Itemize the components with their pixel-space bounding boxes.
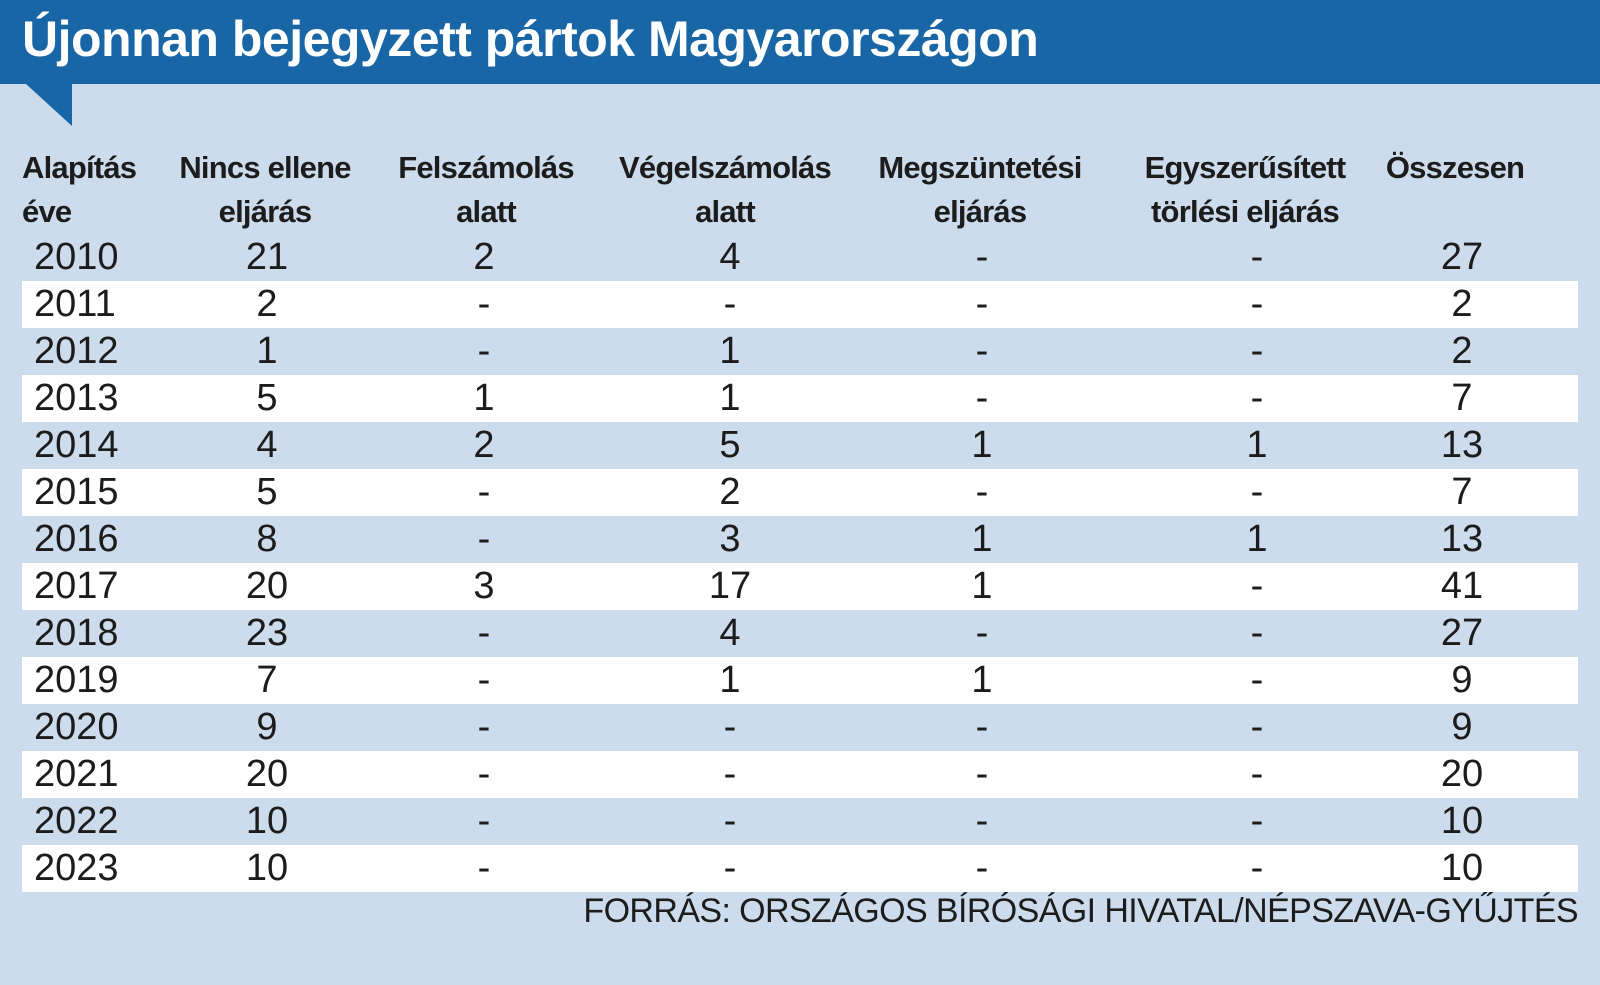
column-header-line: eljárás (933, 194, 1027, 229)
table-cell-winding_up: - (723, 847, 737, 889)
table-cell-total: 27 (1440, 612, 1484, 654)
table-row (22, 657, 1578, 704)
table-cell-termination: - (975, 330, 989, 372)
table-cell-liquidation: - (477, 659, 491, 701)
table-cell-no_proc: 5 (256, 377, 278, 419)
table-cell-total: 9 (1451, 659, 1473, 701)
table-cell-termination: - (975, 847, 989, 889)
table-cell-year: 2010 (34, 236, 119, 278)
table-row (22, 704, 1578, 751)
table-cell-winding_up: - (723, 753, 737, 795)
chart-title: Újonnan bejegyzett pártok Magyarországon (22, 11, 1039, 67)
table-cell-year: 2020 (34, 706, 119, 748)
table-cell-year: 2011 (34, 283, 116, 325)
table-cell-liquidation: - (477, 612, 491, 654)
table-cell-simplified: 1 (1246, 518, 1268, 560)
table-row (22, 751, 1578, 798)
table-row (22, 422, 1578, 469)
column-header-line: alatt (456, 194, 516, 229)
table-cell-year: 2023 (34, 847, 119, 889)
title-bar (0, 0, 1600, 84)
table-cell-year: 2013 (34, 377, 119, 419)
table-cell-total: 41 (1440, 565, 1484, 607)
column-header-line: Megszüntetési (878, 150, 1082, 185)
table-cell-winding_up: - (723, 706, 737, 748)
table-row (22, 469, 1578, 516)
column-header-termination (878, 146, 1081, 234)
table-cell-total: 2 (1451, 330, 1473, 372)
table-cell-no_proc: 10 (245, 800, 289, 842)
table-cell-winding_up: - (723, 283, 737, 325)
table-cell-termination: - (975, 471, 989, 513)
table-row (22, 375, 1578, 422)
table-cell-liquidation: 2 (473, 236, 495, 278)
table-cell-no_proc: 1 (256, 330, 278, 372)
table-cell-termination: - (975, 377, 989, 419)
table-cell-no_proc: 2 (256, 283, 278, 325)
column-header-line: alatt (695, 194, 755, 229)
table-cell-winding_up: 2 (719, 471, 741, 513)
table-cell-simplified: - (1250, 283, 1264, 325)
column-header-liquidation (398, 146, 574, 234)
table-cell-winding_up: 1 (719, 659, 741, 701)
table-cell-year: 2021 (34, 753, 119, 795)
table-cell-termination: - (975, 236, 989, 278)
table-cell-simplified: - (1250, 753, 1264, 795)
column-header-year (22, 146, 136, 234)
table-cell-simplified: - (1250, 706, 1264, 748)
table-cell-winding_up: - (723, 800, 737, 842)
table-row (22, 516, 1578, 563)
table-cell-winding_up: 1 (719, 377, 741, 419)
column-header-line: Felszámolás (398, 150, 574, 185)
table-row (22, 845, 1578, 892)
table-cell-no_proc: 4 (256, 424, 278, 466)
table-cell-winding_up: 5 (719, 424, 741, 466)
table-cell-total: 10 (1440, 847, 1484, 889)
table-cell-simplified: - (1250, 800, 1264, 842)
table-cell-no_proc: 20 (245, 565, 289, 607)
column-header-no_proc (179, 146, 350, 234)
table-cell-total: 7 (1451, 471, 1473, 513)
table-cell-year: 2017 (34, 565, 119, 607)
column-header-line: Végelszámolás (619, 150, 831, 185)
table-cell-simplified: - (1250, 236, 1264, 278)
table-cell-termination: - (975, 800, 989, 842)
table-cell-liquidation: 1 (473, 377, 495, 419)
table-cell-year: 2018 (34, 612, 119, 654)
table-cell-liquidation: - (477, 753, 491, 795)
table-cell-no_proc: 9 (256, 706, 278, 748)
table-cell-year: 2015 (34, 471, 119, 513)
table-cell-termination: 1 (971, 518, 993, 560)
table-cell-total: 13 (1440, 518, 1484, 560)
table-cell-liquidation: 2 (473, 424, 495, 466)
data-table (22, 234, 1578, 892)
table-row (22, 281, 1578, 328)
table-cell-year: 2016 (34, 518, 119, 560)
table-row (22, 610, 1578, 657)
table-cell-total: 2 (1451, 283, 1473, 325)
table-cell-liquidation: - (477, 706, 491, 748)
table-cell-termination: - (975, 612, 989, 654)
table-cell-termination: - (975, 706, 989, 748)
table-cell-total: 7 (1451, 377, 1473, 419)
column-header-line: Összesen (1385, 150, 1525, 185)
table-cell-total: 20 (1440, 753, 1484, 795)
column-header-line: Nincs ellene (179, 150, 351, 185)
column-header-winding_up (619, 146, 831, 234)
table-cell-year: 2019 (34, 659, 119, 701)
table-cell-termination: - (975, 283, 989, 325)
table-cell-no_proc: 23 (245, 612, 289, 654)
table-cell-simplified: - (1250, 377, 1264, 419)
table-cell-simplified: - (1250, 471, 1264, 513)
table-cell-total: 13 (1440, 424, 1484, 466)
table-cell-winding_up: 4 (719, 236, 741, 278)
table-cell-simplified: - (1250, 612, 1264, 654)
table-cell-simplified: - (1250, 659, 1264, 701)
column-header-line: éve (22, 194, 72, 229)
table-cell-winding_up: 17 (708, 565, 752, 607)
table-cell-no_proc: 20 (245, 753, 289, 795)
table-cell-liquidation: - (477, 471, 491, 513)
table-cell-termination: 1 (971, 424, 993, 466)
table-cell-termination: 1 (971, 565, 993, 607)
table-cell-termination: - (975, 753, 989, 795)
table-cell-liquidation: 3 (473, 565, 495, 607)
table-row (22, 234, 1578, 281)
table-cell-liquidation: - (477, 800, 491, 842)
table-cell-year: 2014 (34, 424, 119, 466)
table-row (22, 328, 1578, 375)
table-cell-winding_up: 3 (719, 518, 741, 560)
table-row (22, 798, 1578, 845)
table-cell-liquidation: - (477, 847, 491, 889)
column-header-line: Alapítás (22, 150, 137, 185)
table-cell-no_proc: 21 (245, 236, 289, 278)
table-cell-no_proc: 8 (256, 518, 278, 560)
table-cell-liquidation: - (477, 330, 491, 372)
table-cell-winding_up: 1 (719, 330, 741, 372)
column-header-line: Egyszerűsített (1144, 150, 1346, 185)
table-row (22, 563, 1578, 610)
table-cell-no_proc: 7 (256, 659, 278, 701)
table-cell-termination: 1 (971, 659, 993, 701)
table-cell-total: 9 (1451, 706, 1473, 748)
column-header-line: eljárás (218, 194, 312, 229)
table-cell-no_proc: 10 (245, 847, 289, 889)
table-cell-liquidation: - (477, 518, 491, 560)
table-cell-year: 2012 (34, 330, 119, 372)
table-cell-no_proc: 5 (256, 471, 278, 513)
table-cell-total: 27 (1440, 236, 1484, 278)
table-cell-simplified: - (1250, 565, 1264, 607)
table-cell-winding_up: 4 (719, 612, 741, 654)
table-cell-simplified: - (1250, 847, 1264, 889)
title-pointer (26, 84, 72, 126)
table-cell-liquidation: - (477, 283, 491, 325)
column-header-simplified (1145, 146, 1346, 234)
table-cell-total: 10 (1440, 800, 1484, 842)
column-header-total (1386, 146, 1524, 190)
table-cell-year: 2022 (34, 800, 119, 842)
column-header-line: törlési eljárás (1151, 194, 1339, 229)
source-note: FORRÁS: ORSZÁGOS BÍRÓSÁGI HIVATAL/NÉPSZAVA-GYŰJTÉS (583, 892, 1578, 930)
table-cell-simplified: 1 (1246, 424, 1268, 466)
table-cell-simplified: - (1250, 330, 1264, 372)
